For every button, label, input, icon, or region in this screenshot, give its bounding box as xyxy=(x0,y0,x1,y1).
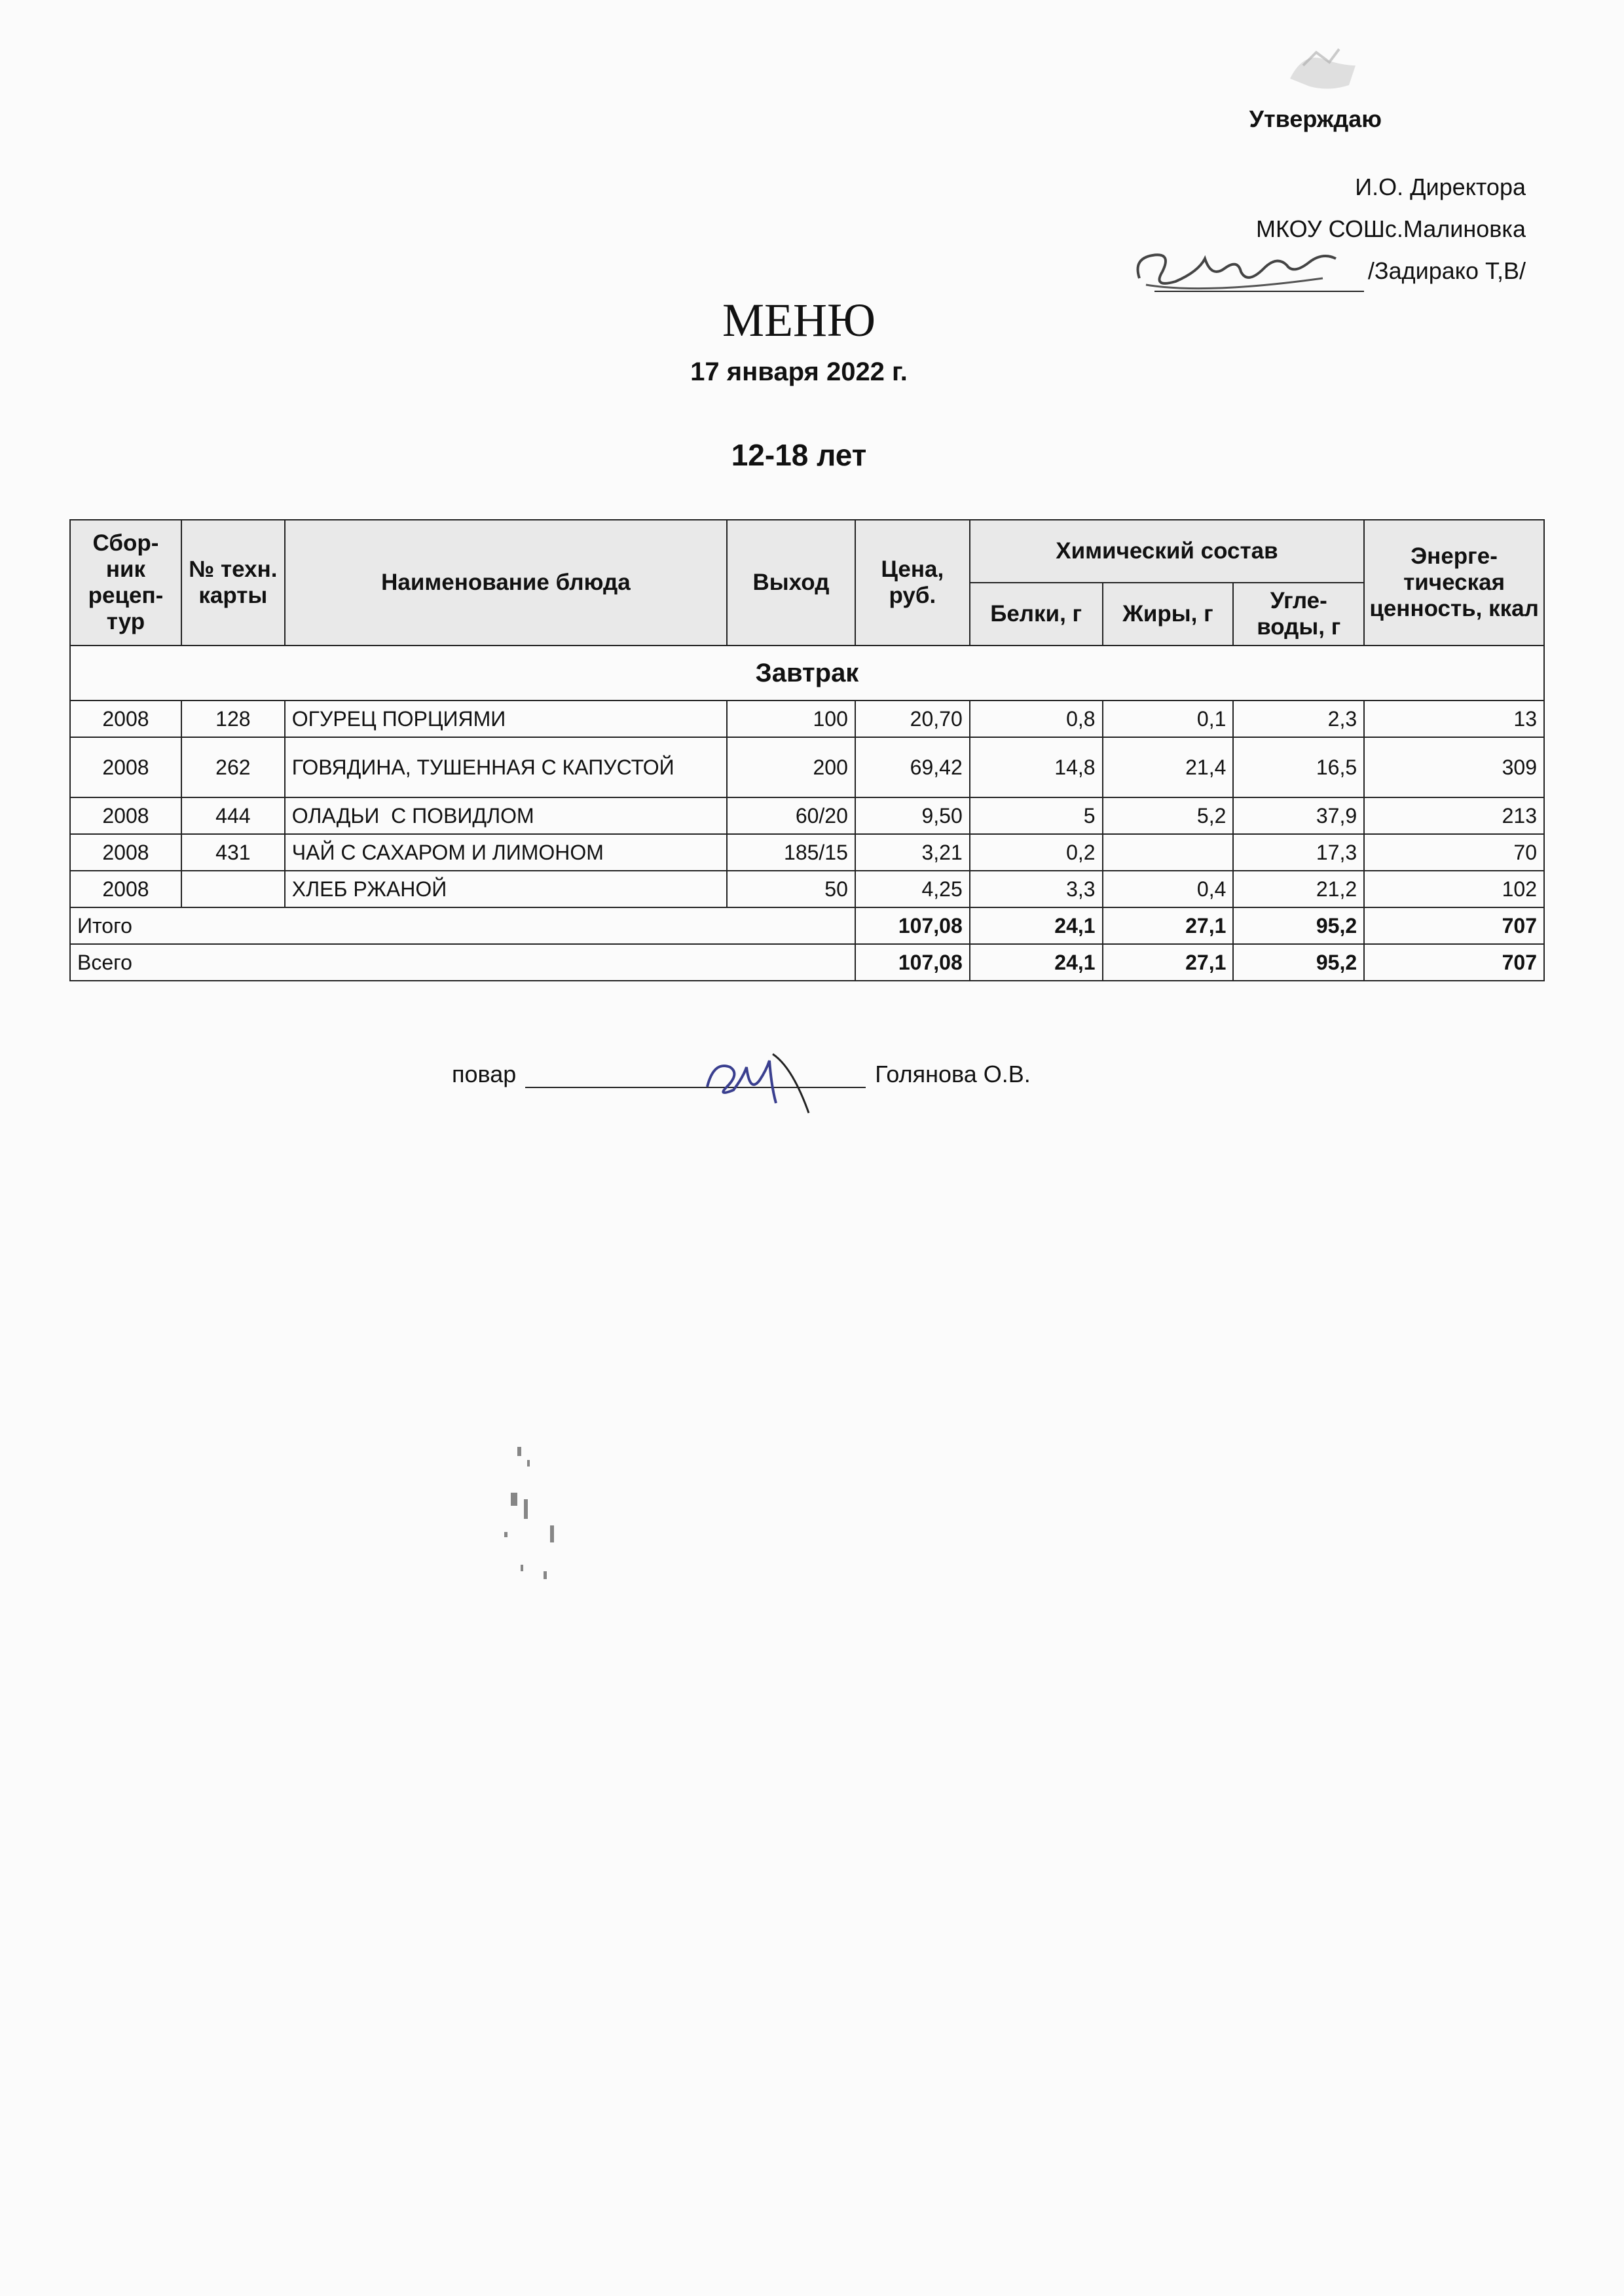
grand-total-label: Всего xyxy=(70,944,855,981)
cell-energy: 13 xyxy=(1364,701,1544,737)
table-row xyxy=(70,737,1544,797)
header-dish-name: Наименование блюда xyxy=(285,520,727,646)
header-protein: Белки, г xyxy=(970,583,1103,646)
total-label: Итого xyxy=(70,907,855,944)
header-chemical: Химический состав xyxy=(970,520,1364,583)
cell-price: 20,70 xyxy=(855,701,970,737)
table-row xyxy=(70,871,1544,907)
cell-dish: ЧАЙ С САХАРОМ И ЛИМОНОМ xyxy=(285,834,727,871)
cell-price: 9,50 xyxy=(855,797,970,834)
cell-protein: 0,8 xyxy=(970,701,1103,737)
cell-dish: ХЛЕБ РЖАНОЙ xyxy=(285,871,727,907)
grand-total-price: 107,08 xyxy=(855,944,970,981)
total-fat: 27,1 xyxy=(1103,907,1234,944)
cell-energy: 102 xyxy=(1364,871,1544,907)
approval-name: /Задирако Т,В/ xyxy=(1367,257,1526,284)
header-yield: Выход xyxy=(727,520,855,646)
header-collection: Сбор-ник рецеп-тур xyxy=(70,520,181,646)
cook-signature-icon xyxy=(694,1041,825,1120)
cell-yield: 185/15 xyxy=(727,834,855,871)
cell-fat: 0,1 xyxy=(1103,701,1234,737)
cell-yield: 100 xyxy=(727,701,855,737)
cell-card: 431 xyxy=(181,834,285,871)
page-title: МЕНЮ xyxy=(722,294,876,346)
cell-yield: 60/20 xyxy=(727,797,855,834)
grand-total-fat: 27,1 xyxy=(1103,944,1234,981)
table-row xyxy=(70,797,1544,834)
cell-card: 128 xyxy=(181,701,285,737)
section-label: Завтрак xyxy=(70,646,1544,701)
cell-fat: 5,2 xyxy=(1103,797,1234,834)
total-carbs: 95,2 xyxy=(1233,907,1364,944)
cell-fat: 21,4 xyxy=(1103,737,1234,797)
cell-energy: 70 xyxy=(1364,834,1544,871)
cell-collection: 2008 xyxy=(70,797,181,834)
cell-carbs: 21,2 xyxy=(1233,871,1364,907)
total-protein: 24,1 xyxy=(970,907,1103,944)
header-fat: Жиры, г xyxy=(1103,583,1234,646)
header-tech-card: № техн. карты xyxy=(181,520,285,646)
cell-card: 262 xyxy=(181,737,285,797)
cell-protein: 0,2 xyxy=(970,834,1103,871)
cell-fat xyxy=(1103,834,1234,871)
cell-collection: 2008 xyxy=(70,871,181,907)
cell-carbs: 17,3 xyxy=(1233,834,1364,871)
cell-price: 69,42 xyxy=(855,737,970,797)
grand-total-row xyxy=(70,944,1544,981)
scan-noise-icon xyxy=(478,1434,583,1604)
stamp-mark-icon xyxy=(1283,39,1362,98)
cell-protein: 14,8 xyxy=(970,737,1103,797)
menu-date: 17 января 2022 г. xyxy=(690,357,908,386)
header-energy: Энерге-тическая ценность, ккал xyxy=(1364,520,1544,646)
grand-total-carbs: 95,2 xyxy=(1233,944,1364,981)
cell-carbs: 37,9 xyxy=(1233,797,1364,834)
cell-dish: ГОВЯДИНА, ТУШЕННАЯ С КАПУСТОЙ xyxy=(285,737,727,797)
cell-energy: 309 xyxy=(1364,737,1544,797)
total-price: 107,08 xyxy=(855,907,970,944)
cook-name: Голянова О.В. xyxy=(875,1061,1031,1087)
cell-dish: ОГУРЕЦ ПОРЦИЯМИ xyxy=(285,701,727,737)
section-row xyxy=(70,646,1544,701)
cell-carbs: 2,3 xyxy=(1233,701,1364,737)
cook-role: повар xyxy=(452,1061,517,1087)
cell-collection: 2008 xyxy=(70,834,181,871)
table-row xyxy=(70,701,1544,737)
approval-heading: Утверждаю xyxy=(1249,105,1382,132)
approval-school: МКОУ СОШс.Малиновка xyxy=(1256,215,1526,242)
approval-position: И.О. Директора xyxy=(1355,173,1526,200)
cell-carbs: 16,5 xyxy=(1233,737,1364,797)
cell-collection: 2008 xyxy=(70,701,181,737)
cell-dish: ОЛАДЬИ С ПОВИДЛОМ xyxy=(285,797,727,834)
header-carbs: Угле-воды, г xyxy=(1233,583,1364,646)
grand-total-protein: 24,1 xyxy=(970,944,1103,981)
cell-protein: 5 xyxy=(970,797,1103,834)
cell-price: 4,25 xyxy=(855,871,970,907)
totals-row xyxy=(70,907,1544,944)
cell-protein: 3,3 xyxy=(970,871,1103,907)
cell-yield: 50 xyxy=(727,871,855,907)
table-row xyxy=(70,834,1544,871)
total-energy: 707 xyxy=(1364,907,1544,944)
menu-table xyxy=(69,519,1545,981)
age-group: 12-18 лет xyxy=(731,438,867,472)
cell-collection: 2008 xyxy=(70,737,181,797)
cell-yield: 200 xyxy=(727,737,855,797)
grand-total-energy: 707 xyxy=(1364,944,1544,981)
header-price: Цена, руб. xyxy=(855,520,970,646)
cell-card xyxy=(181,871,285,907)
cell-fat: 0,4 xyxy=(1103,871,1234,907)
cell-price: 3,21 xyxy=(855,834,970,871)
cell-card: 444 xyxy=(181,797,285,834)
cell-energy: 213 xyxy=(1364,797,1544,834)
